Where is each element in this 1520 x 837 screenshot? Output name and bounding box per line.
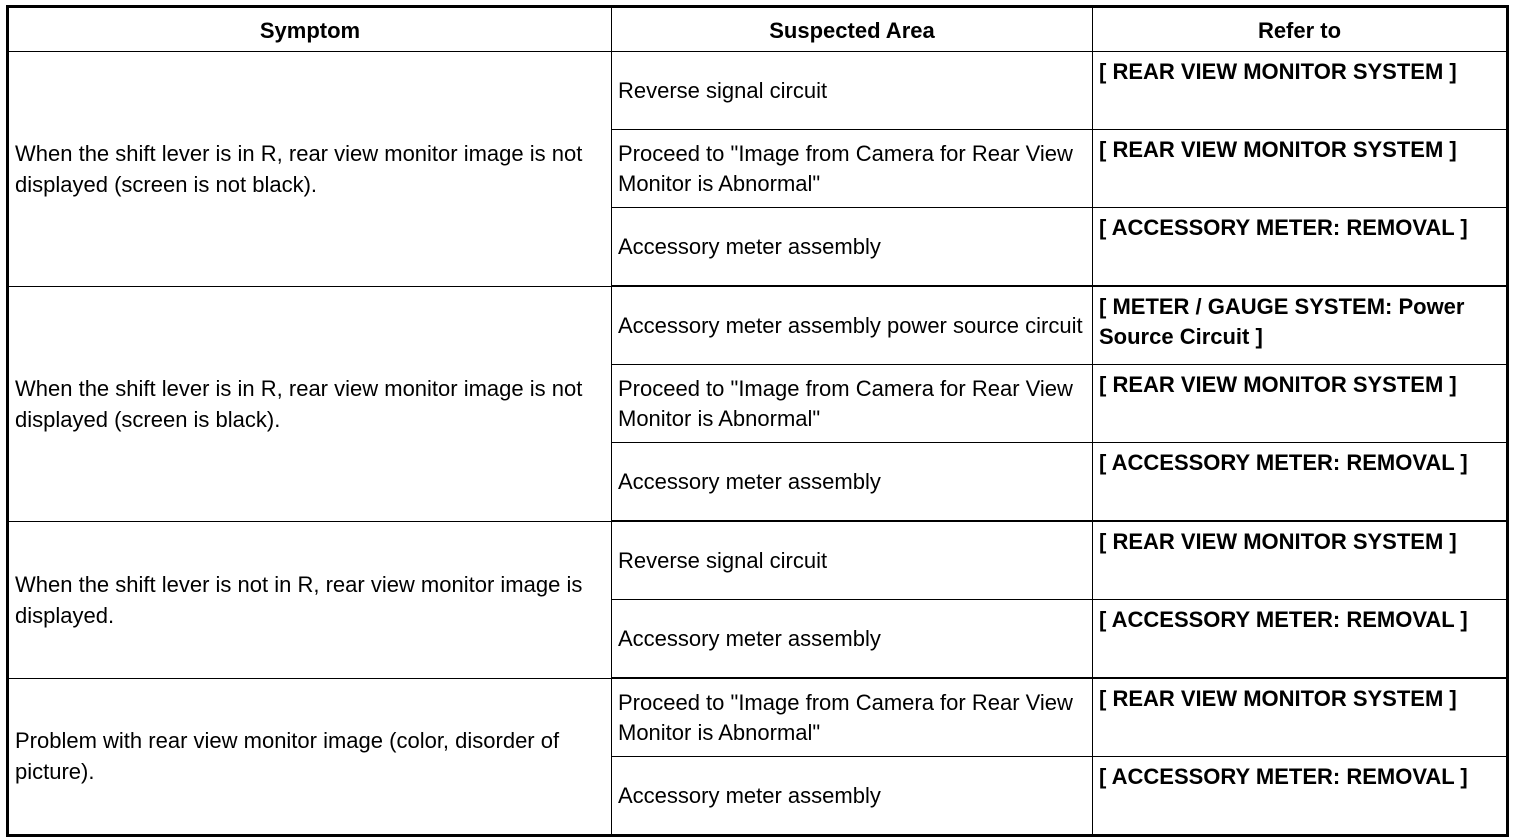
suspected-area-cell: Accessory meter assembly	[612, 443, 1093, 522]
suspected-area-cell: Reverse signal circuit	[612, 521, 1093, 600]
refer-to-link[interactable]: [ REAR VIEW MONITOR SYSTEM ]	[1093, 52, 1508, 130]
refer-to-link[interactable]: [ REAR VIEW MONITOR SYSTEM ]	[1093, 365, 1508, 443]
suspected-area-cell: Accessory meter assembly	[612, 600, 1093, 679]
troubleshooting-table-container	[6, 5, 1509, 837]
suspected-area-cell: Proceed to "Image from Camera for Rear View Monitor is Abnormal"	[612, 678, 1093, 757]
refer-to-link[interactable]: [ METER / GAUGE SYSTEM: Power Source Circuit ]	[1093, 286, 1508, 365]
suspected-area-cell: Accessory meter assembly power source circuit	[612, 286, 1093, 365]
suspected-area-cell: Proceed to "Image from Camera for Rear View Monitor is Abnormal"	[612, 130, 1093, 208]
symptom-cell: When the shift lever is in R, rear view monitor image is not displayed (screen is black).	[8, 286, 612, 521]
header-refer-to: Refer to	[1093, 7, 1508, 52]
refer-to-link[interactable]: [ REAR VIEW MONITOR SYSTEM ]	[1093, 130, 1508, 208]
refer-to-link[interactable]: [ REAR VIEW MONITOR SYSTEM ]	[1093, 678, 1508, 757]
symptom-table	[6, 5, 1509, 837]
symptom-cell: When the shift lever is not in R, rear view monitor image is displayed.	[8, 521, 612, 678]
suspected-area-cell: Proceed to "Image from Camera for Rear View Monitor is Abnormal"	[612, 365, 1093, 443]
header-row	[8, 7, 1508, 52]
table-row	[8, 286, 1508, 365]
refer-to-link[interactable]: [ ACCESSORY METER: REMOVAL ]	[1093, 600, 1508, 679]
refer-to-link[interactable]: [ REAR VIEW MONITOR SYSTEM ]	[1093, 521, 1508, 600]
refer-to-link[interactable]: [ ACCESSORY METER: REMOVAL ]	[1093, 757, 1508, 836]
table-row	[8, 52, 1508, 130]
header-symptom: Symptom	[8, 7, 612, 52]
suspected-area-cell: Accessory meter assembly	[612, 757, 1093, 836]
refer-to-link[interactable]: [ ACCESSORY METER: REMOVAL ]	[1093, 443, 1508, 522]
refer-to-link[interactable]: [ ACCESSORY METER: REMOVAL ]	[1093, 208, 1508, 287]
suspected-area-cell: Reverse signal circuit	[612, 52, 1093, 130]
table-row	[8, 521, 1508, 600]
symptom-cell: Problem with rear view monitor image (color, disorder of picture).	[8, 678, 612, 836]
table-row	[8, 678, 1508, 757]
symptom-cell: When the shift lever is in R, rear view monitor image is not displayed (screen is not black).	[8, 52, 612, 287]
header-suspected-area: Suspected Area	[612, 7, 1093, 52]
suspected-area-cell: Accessory meter assembly	[612, 208, 1093, 287]
